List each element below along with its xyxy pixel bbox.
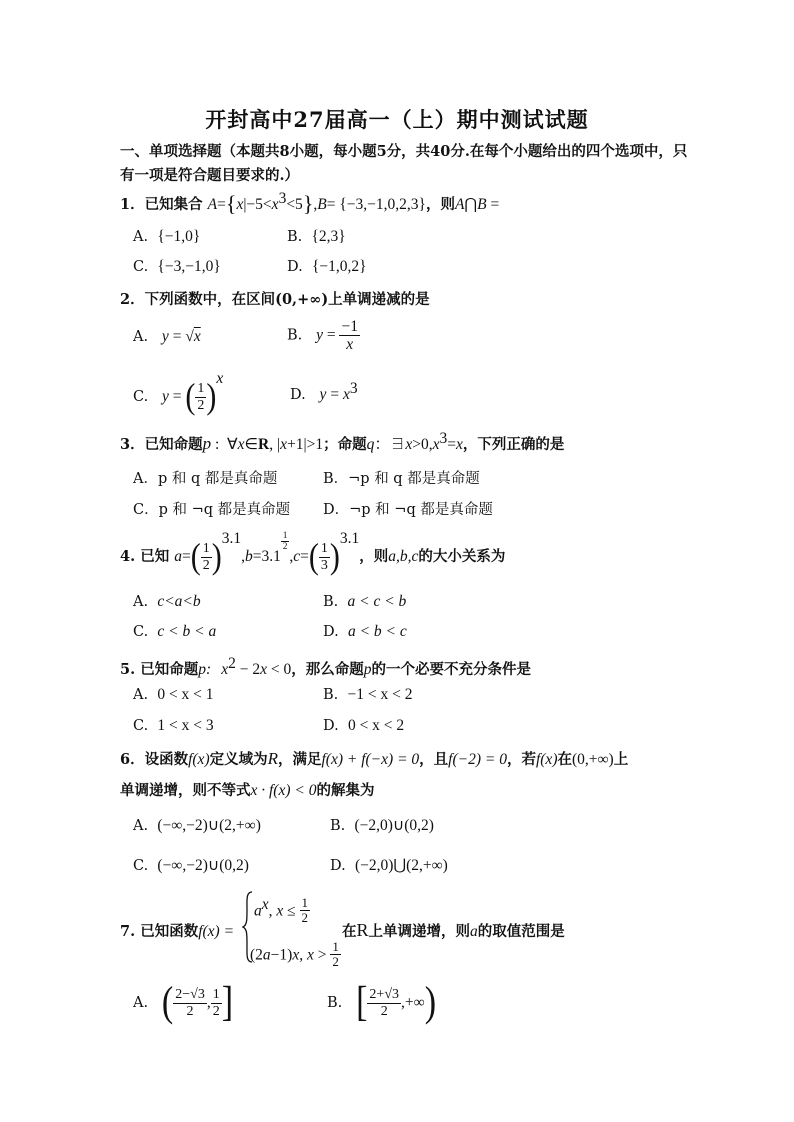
option-label: D. <box>323 718 339 734</box>
question-number: 7. <box>120 923 136 940</box>
q5-option-a <box>133 686 214 704</box>
page-title: 开封高中27届高一（上）期中测试试题 <box>205 107 589 132</box>
q3-option-a <box>133 467 277 488</box>
q7-option-b: B. [ $\frac{2+√3}{2}$ ,+∞) <box>327 979 437 1026</box>
question-text: 已知 <box>140 548 170 565</box>
inequality: x · f(x) < 0 <box>250 782 317 799</box>
set-r: R <box>267 749 278 768</box>
question-text: 已知命题 <box>144 435 203 453</box>
option-value: {−1,0} <box>157 228 201 245</box>
option-value: ¬p 和 ¬q 都是真命题 <box>349 502 493 518</box>
piecewise-case-2: (2a−1)x, x > $\frac{1}{2}$ <box>250 939 339 970</box>
q2-option-a: A. y = √x <box>133 328 201 345</box>
question-text-c: 的大小关系为 <box>418 548 506 565</box>
option-value: 1 < x < 3 <box>157 717 214 734</box>
question-2 <box>120 288 430 309</box>
option-value: c < b < a <box>157 623 217 640</box>
q6-option-a <box>133 816 261 835</box>
option-label: B. <box>287 327 303 344</box>
question-number: 3． <box>120 435 145 453</box>
q1-option-c <box>133 258 221 276</box>
option-label: A. <box>133 229 149 245</box>
option-label: A. <box>133 995 149 1011</box>
option-label: C. <box>133 858 149 874</box>
q2-option-d: D. $y = x^3$ <box>290 380 358 403</box>
q7-option-a: A. ( $\frac{2-√3}{2}$ , $\frac{1}{2}$ ] <box>133 979 234 1026</box>
q1-option-b <box>287 228 346 246</box>
q6-option-c <box>133 856 249 875</box>
math-condition: f(x) + f(−x) = 0 <box>321 751 420 768</box>
math-condition-2: f(−2) = 0 <box>448 751 507 768</box>
question-6: 6．设函数f(x)定义域为R，满足f(x) + f(−x) = 0，且f(−2) = 0，若f(x)在(0,+∞)上 <box>120 749 629 768</box>
option-value: 0 < x < 1 <box>157 686 214 703</box>
option-value: 0 < x < 2 <box>347 717 405 734</box>
option-label: B. <box>327 995 343 1011</box>
question-text: 已知函数 <box>140 923 199 940</box>
option-label: D. <box>290 386 306 403</box>
question-number: 2． <box>120 291 145 308</box>
question-text-b: ，那么命题 <box>291 660 364 678</box>
section-header-line1: 一、单项选择题（本题共8小题，每小题5分，共40分.在每个小题给出的四个选项中，只 <box>120 143 688 160</box>
question-text-b: ，则 <box>359 548 389 565</box>
option-label: B. <box>323 594 339 610</box>
piecewise-case-1: $a^x$, x ≤ $\frac{1}{2}$ <box>254 895 309 926</box>
option-value: {−3,−1,0} <box>157 258 221 275</box>
option-value: p 和 q 都是真命题 <box>157 471 278 487</box>
section-header-line2: 有一项是符合题目要求的.） <box>120 167 300 184</box>
option-label: D. <box>330 858 346 874</box>
option-value: (−2,0)∪(0,2) <box>354 817 434 834</box>
question-text-c: 的一个必要不充分条件是 <box>371 660 532 678</box>
q4-option-a <box>133 593 201 611</box>
question-text: 下列函数中，在区间(0,+∞)上单调递减的是 <box>144 291 430 308</box>
option-label: B. <box>330 818 346 834</box>
question-number: 1． <box>120 195 145 213</box>
q1-option-d <box>287 258 367 276</box>
option-label: D. <box>287 259 303 275</box>
q6-option-d <box>330 856 448 875</box>
q3-option-b <box>323 467 480 488</box>
question-number: 5. <box>120 660 136 678</box>
question-text-c: ，下列正确的是 <box>462 435 565 453</box>
option-value: c<a<b <box>157 593 201 610</box>
q3-option-c <box>133 498 290 519</box>
q2-option-c: C. y = ( $\frac{1}{2}$ )$^x$ <box>133 370 224 417</box>
function-fx: f(x) = <box>198 923 235 940</box>
option-value: (−2,0)⋃(2,+∞) <box>354 857 448 874</box>
option-label: A. <box>133 594 149 610</box>
option-label: C． <box>133 502 159 518</box>
q6-option-b <box>330 816 434 835</box>
question-4: 4. 已知 a=( $\frac{1}{2}$ )$^{3.1}$,b=3.1 $^{\frac{1}{2}}$ ,c=( $\frac{1}{3}$ )$^{3.1}$，则a,b,c的大小关系为 <box>120 530 506 577</box>
variables: a,b,c <box>388 548 419 565</box>
set-r: R <box>356 920 369 940</box>
option-value: a < b < c <box>347 623 407 640</box>
question-number: 4. <box>120 548 136 565</box>
option-label: B. <box>287 229 303 245</box>
proposition-p: p: <box>198 660 212 678</box>
q5-option-c <box>133 717 214 735</box>
q5-option-b <box>323 686 412 704</box>
q4-option-b <box>323 593 406 611</box>
question-number: 6． <box>120 751 145 768</box>
q4-option-d <box>323 623 407 641</box>
q1-option-a <box>133 228 200 246</box>
option-value: (−∞,−2)∪(2,+∞) <box>157 817 261 834</box>
option-value: {2,3} <box>311 228 346 245</box>
question-7-tail: 在R上单调递增，则a的取值范围是 <box>342 920 565 940</box>
question-3: 3．已知命题p : ∀x∈R, |x+1|>1；命题q：$\exists x>0,x^3=x$，下列正确的是 <box>120 430 565 453</box>
option-value: (−∞,−2)∪(0,2) <box>157 857 249 874</box>
function-fx: f(x) <box>188 751 210 768</box>
math-expression: A <box>207 195 218 213</box>
option-label: B. <box>323 687 339 703</box>
q5-option-d <box>323 717 404 735</box>
q3-option-d <box>323 498 493 519</box>
question-7 <box>120 920 234 941</box>
option-label: A. <box>133 818 149 834</box>
option-value: −1 < x < 2 <box>347 686 413 703</box>
variable-a: a <box>470 923 478 940</box>
q4-option-c <box>133 623 216 641</box>
option-value: a < c < b <box>347 593 407 610</box>
question-text-b: ；命题 <box>323 435 367 453</box>
option-label: A. <box>133 329 149 345</box>
option-label: A. <box>133 687 149 703</box>
option-label: C. <box>133 624 149 640</box>
option-label: C. <box>133 389 149 405</box>
question-5: 5. 已知命题p: $x^2 - 2x < 0$，那么命题p的一个必要不充分条件是 <box>120 655 532 678</box>
option-value: {−1,0,2} <box>311 258 367 275</box>
option-value: p 和 ¬q 都是真命题 <box>158 502 291 518</box>
option-label: D. <box>323 624 339 640</box>
question-text: 设函数 <box>144 751 189 768</box>
option-label: C. <box>133 259 149 275</box>
option-label: D． <box>323 502 350 518</box>
option-label: C. <box>133 718 149 734</box>
question-text-b: ，则 <box>425 195 455 213</box>
question-text: 已知命题 <box>140 660 199 678</box>
interval: (0,+∞) <box>571 751 614 768</box>
q2-option-b: B. y = $\frac{-1}{x}$ <box>287 318 358 354</box>
question-6-line2: 单调递增，则不等式x · f(x) < 0的解集为 <box>120 782 375 799</box>
option-label: B． <box>323 471 349 487</box>
option-label: A． <box>133 471 158 487</box>
option-value: ¬p 和 q 都是真命题 <box>348 471 480 487</box>
question-text: 已知集合 <box>144 195 203 213</box>
question-1: 1．已知集合 $A=\{x|-5<x^3<5\},B= \{-3,-1,0,2,3\}$，则A⋂B = <box>120 190 500 216</box>
